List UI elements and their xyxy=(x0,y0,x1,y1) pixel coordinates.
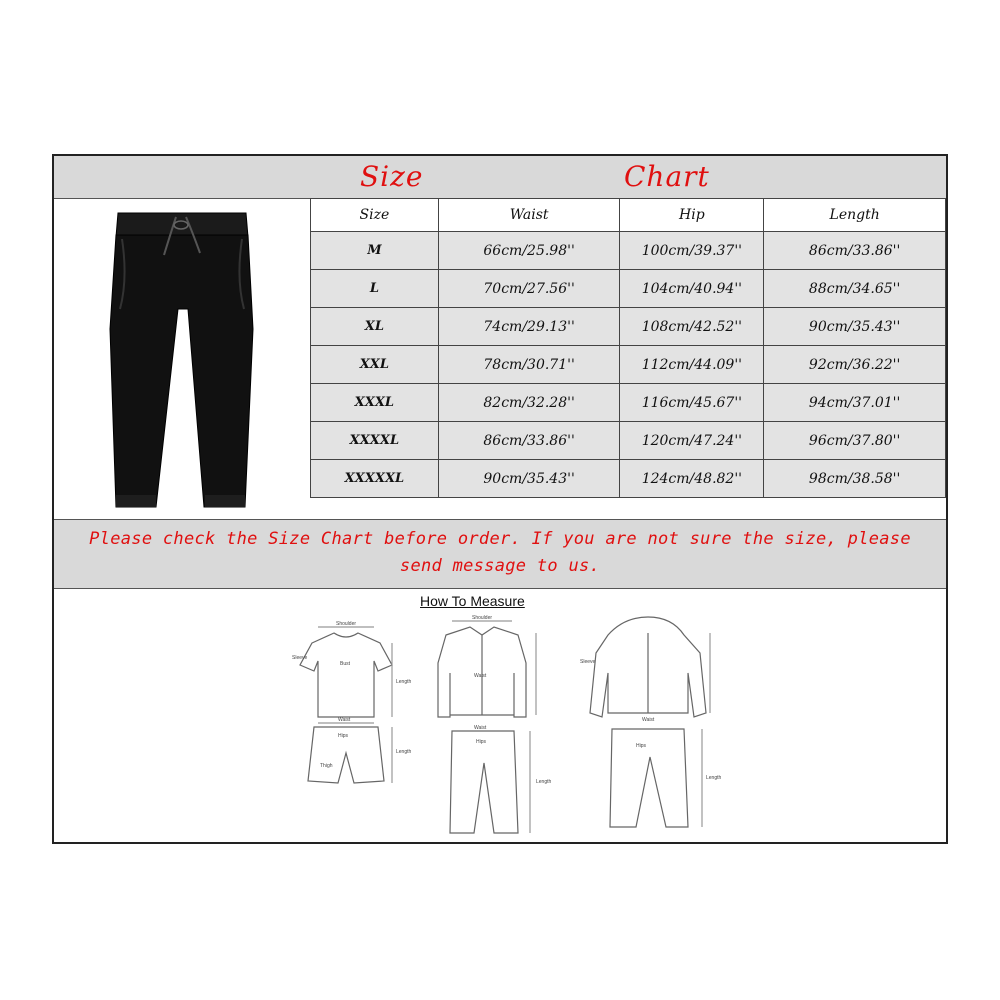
size-cell: M xyxy=(311,232,439,270)
title-size: Size xyxy=(360,160,424,193)
how-to-measure-section xyxy=(54,589,946,842)
size-cell: L xyxy=(311,270,439,308)
length-cell: 98cm/38.58'' xyxy=(764,460,946,498)
waist-cell: 82cm/32.28'' xyxy=(438,384,620,422)
label-shoulder-shirt: Shoulder xyxy=(472,615,493,621)
size-chart-frame xyxy=(52,154,948,844)
label-sleeve: Sleeve xyxy=(292,655,308,661)
label-waist-shirt: Waist xyxy=(338,717,351,723)
hip-cell: 112cm/44.09'' xyxy=(620,346,764,384)
waist-cell: 66cm/25.98'' xyxy=(438,232,620,270)
table-row xyxy=(311,384,946,422)
table-header-row xyxy=(311,199,946,232)
size-table xyxy=(310,198,946,498)
label-hips-pants: Hips xyxy=(476,739,487,745)
length-cell: 92cm/36.22'' xyxy=(764,346,946,384)
label-sleeve-hoodie: Sleeve xyxy=(580,659,596,665)
waist-cell: 74cm/29.13'' xyxy=(438,308,620,346)
label-hips-shorts: Hips xyxy=(338,733,349,739)
title-bar xyxy=(54,156,946,199)
label-length-pants: Length xyxy=(536,779,552,785)
size-cell: XXXXXL xyxy=(311,460,439,498)
length-cell: 90cm/35.43'' xyxy=(764,308,946,346)
label-hips-joggers: Hips xyxy=(636,743,647,749)
waist-cell: 70cm/27.56'' xyxy=(438,270,620,308)
header-size: Size xyxy=(311,199,439,232)
shirt-icon xyxy=(438,621,536,717)
table-row xyxy=(311,422,946,460)
waist-cell: 90cm/35.43'' xyxy=(438,460,620,498)
measure-title: How To Measure xyxy=(420,593,525,609)
hip-cell: 100cm/39.37'' xyxy=(620,232,764,270)
measure-diagrams xyxy=(274,613,724,838)
label-waist-shirt2: Waist xyxy=(474,673,487,679)
hip-cell: 120cm/47.24'' xyxy=(620,422,764,460)
label-length-shirt: Length xyxy=(396,679,412,685)
table-row xyxy=(311,270,946,308)
length-cell: 96cm/37.80'' xyxy=(764,422,946,460)
pants-icon xyxy=(54,199,310,519)
table-row xyxy=(311,308,946,346)
size-cell: XL xyxy=(311,308,439,346)
label-bust: Bust xyxy=(340,661,351,667)
hoodie-icon xyxy=(590,617,710,717)
hip-cell: 104cm/40.94'' xyxy=(620,270,764,308)
waist-cell: 86cm/33.86'' xyxy=(438,422,620,460)
hip-cell: 116cm/45.67'' xyxy=(620,384,764,422)
size-cell: XXXL xyxy=(311,384,439,422)
header-hip: Hip xyxy=(620,199,764,232)
shorts-icon xyxy=(308,727,392,783)
label-shoulder: Shoulder xyxy=(336,621,357,627)
header-waist: Waist xyxy=(438,199,620,232)
product-image xyxy=(54,199,310,519)
size-cell: XXXXL xyxy=(311,422,439,460)
length-cell: 88cm/34.65'' xyxy=(764,270,946,308)
label-length-joggers: Length xyxy=(706,775,722,781)
hip-cell: 124cm/48.82'' xyxy=(620,460,764,498)
length-cell: 94cm/37.01'' xyxy=(764,384,946,422)
long-pants-icon xyxy=(450,731,530,833)
label-thigh: Thigh xyxy=(320,763,333,769)
notice-line-2: send message to us. xyxy=(399,556,601,576)
label-length-shorts: Length xyxy=(396,749,412,755)
label-waist-hoodie: Waist xyxy=(642,717,655,723)
joggers-icon xyxy=(610,729,702,827)
length-cell: 86cm/33.86'' xyxy=(764,232,946,270)
header-length: Length xyxy=(764,199,946,232)
notice-line-1: Please check the Size Chart before order. If you are not sure the size, please xyxy=(89,529,911,549)
hip-cell: 108cm/42.52'' xyxy=(620,308,764,346)
tshirt-icon xyxy=(300,627,392,723)
table-row xyxy=(311,460,946,498)
label-waist-pants: Waist xyxy=(474,725,487,731)
size-cell: XXL xyxy=(311,346,439,384)
title-chart: Chart xyxy=(624,160,710,193)
table-row xyxy=(311,232,946,270)
order-notice xyxy=(54,519,946,589)
waist-cell: 78cm/30.71'' xyxy=(438,346,620,384)
table-row xyxy=(311,346,946,384)
